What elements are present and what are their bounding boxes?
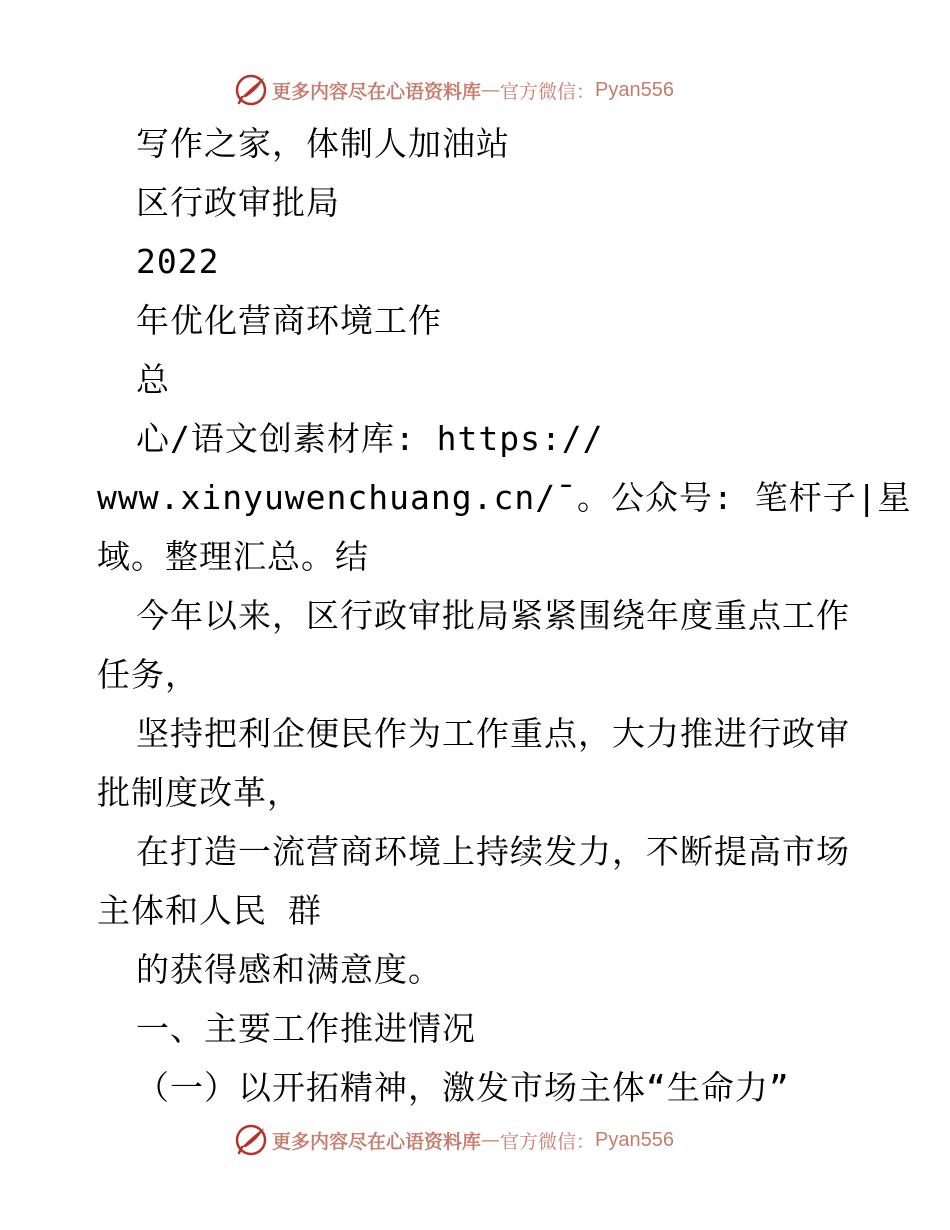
text-line: 的获得感和满意度。 [136, 950, 442, 989]
text-line: 总 [136, 360, 170, 399]
text-line: 心/语文创素材库: https:// [136, 419, 604, 458]
text-line: 主体和人民 群 [97, 891, 322, 930]
banner-separator: — [481, 1129, 501, 1151]
text-line: 写作之家，体制人加油站 [136, 124, 510, 163]
banner-contact-id: Pyan556 [595, 1128, 674, 1151]
subsection-heading: （一）以开拓精神，激发市场主体“生命力” [136, 1068, 790, 1107]
text-line: 年优化营商环境工作 [136, 301, 442, 340]
banner-slogan: 更多内容尽在心语资料库 [272, 1130, 482, 1153]
footer-banner [234, 1120, 734, 1160]
banner-contact-label: 官方微信： [500, 80, 596, 103]
text-line: 区行政审批局 [136, 183, 340, 222]
text-line: 在打造一流营商环境上持续发力，不断提高市场 [136, 832, 850, 871]
quill-logo-icon [234, 1123, 268, 1157]
banner-contact-label: 官方微信： [500, 1130, 596, 1153]
header-banner [234, 70, 734, 110]
banner-separator: — [481, 79, 501, 101]
text-line: 任务， [97, 655, 199, 694]
banner-contact-id: Pyan556 [595, 78, 674, 101]
text-line: 今年以来，区行政审批局紧紧围绕年度重点工作 [136, 596, 850, 635]
text-line: www.xinyuwenchuang.cn/¯。公众号: 笔杆子|星 [97, 478, 912, 517]
text-line: 域。整理汇总。结 [97, 537, 369, 576]
text-line: 坚持把利企便民作为工作重点，大力推进行政审 [136, 714, 850, 753]
text-line: 2022 [136, 242, 220, 281]
text-line: 批制度改革， [97, 773, 301, 812]
section-heading: 一、主要工作推进情况 [136, 1009, 476, 1048]
quill-logo-icon [234, 73, 268, 107]
banner-slogan: 更多内容尽在心语资料库 [272, 80, 482, 103]
